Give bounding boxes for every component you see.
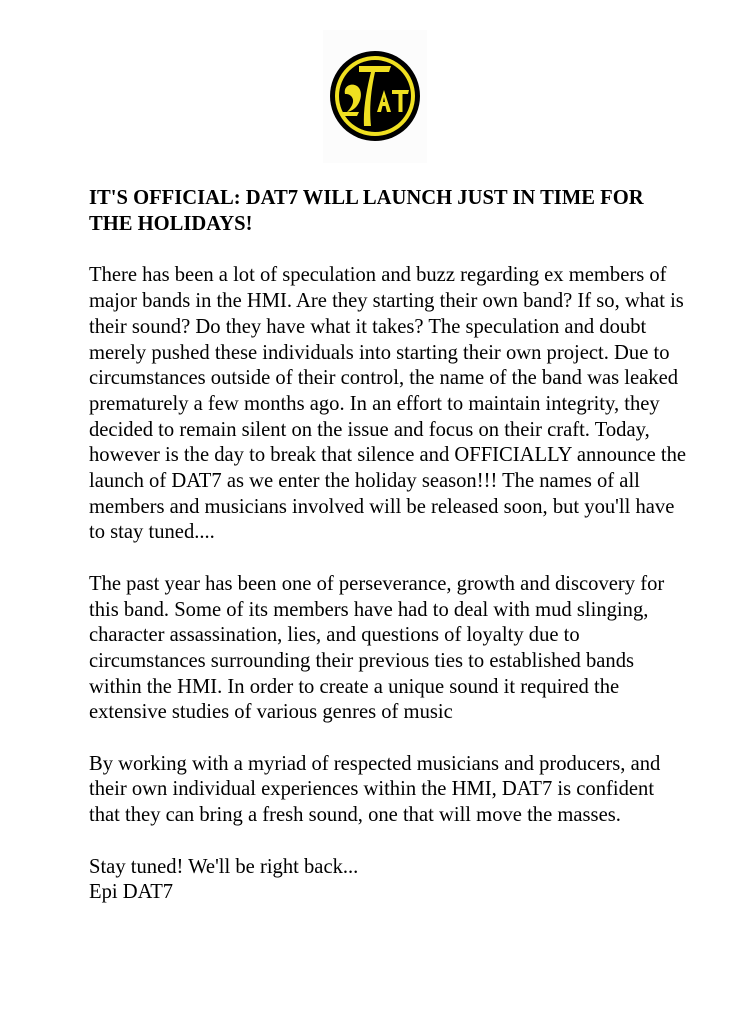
paragraph-musicians: By working with a myriad of respected musicians and producers, and their own individual experiences within the HMI, DAT7 is confident that they can bring a fresh sound, one that will move the masses. <box>89 752 661 827</box>
logo-container <box>323 30 427 163</box>
headline: IT'S OFFICIAL: DAT7 WILL LAUNCH JUST IN TIME FOR THE HOLIDAYS! <box>89 187 644 235</box>
closing <box>89 855 689 906</box>
logo-text <box>323 30 324 31</box>
paragraph-past-year: The past year has been one of perseverance, growth and discovery for this band. Some of its members have had to deal with mud slinging, character assassination, lies, and questions of loyalty due to circumstances surrounding their previous ties to established bands within the HMI. In order to create a unique sound it required the extensive studies of various genres of music <box>89 572 665 724</box>
closing-line: Stay tuned! We'll be right back... <box>89 855 359 878</box>
signature: Epi DAT7 <box>89 881 174 904</box>
press-release <box>89 186 689 906</box>
dat7-logo <box>329 50 421 142</box>
paragraph-intro: There has been a lot of speculation and buzz regarding ex members of major bands in the HMI. Are they starting their own band? If so, what is their sound? Do they have what it takes? The speculation and doubt merely pushed these individuals into starting their own project. Due to circumstances outside of their control, the name of the band was leaked prematurely a few months ago. In an effort to maintain integrity, they decided to remain silent on the issue and focus on their craft. Today, however is the day to break that silence and OFFICIALLY announce the launch of DAT7 as we enter the holiday season!!! The names of all members and musicians involved will be released soon, but you'll have to stay tuned.... <box>89 264 687 544</box>
